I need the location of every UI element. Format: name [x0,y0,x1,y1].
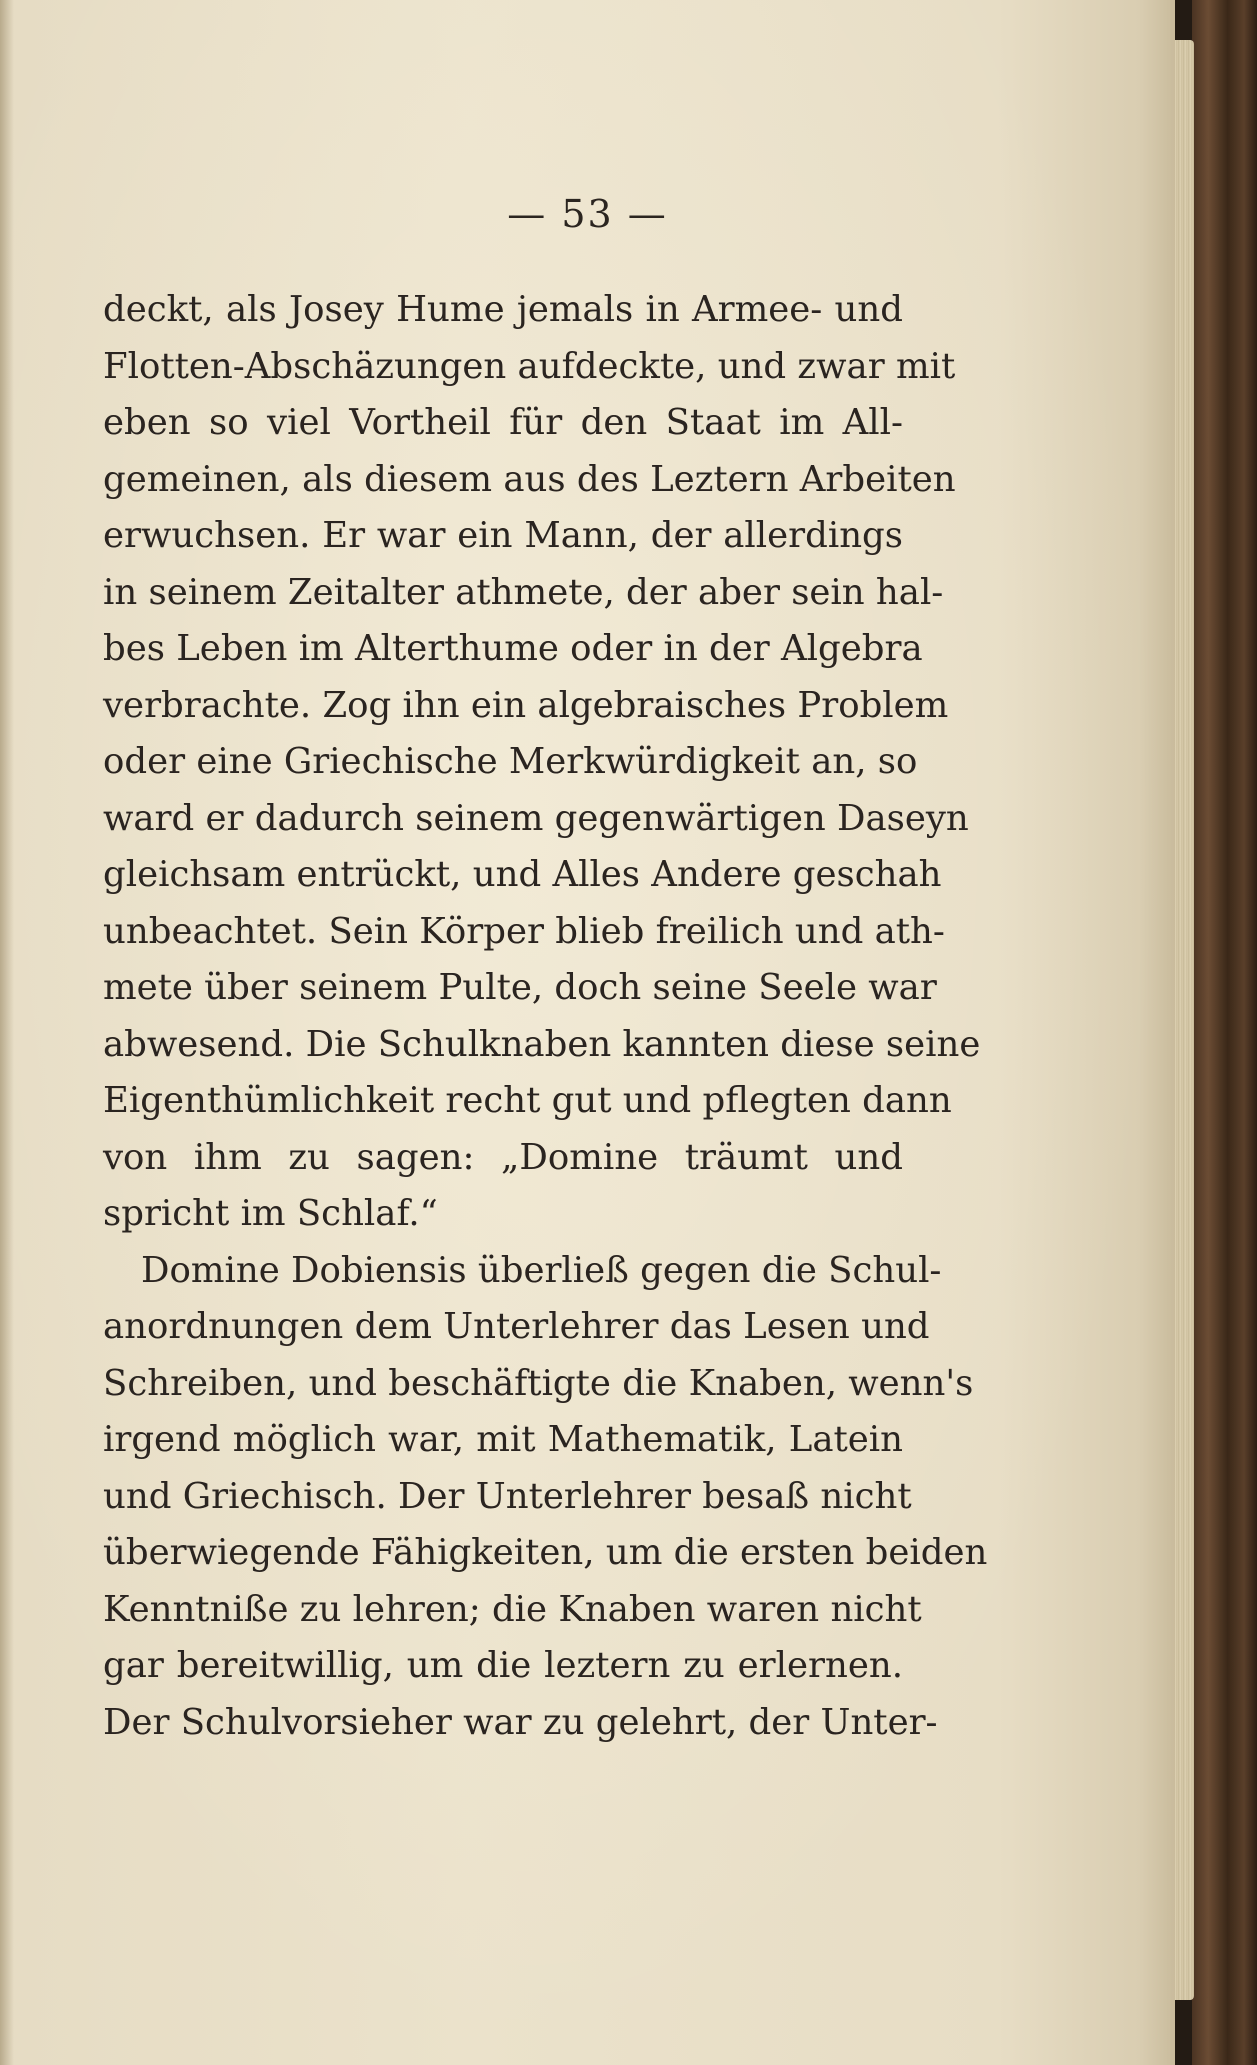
page-number: — 53 — [507,192,668,236]
text-line: erwuchsen. Er war ein Mann, der allerdings [103,515,903,556]
text-line: Flotten-Abschäzungen aufdeckte, und zwar mit [103,345,956,387]
text-line: gleichsam entrückt, und Alles Andere geschah [103,854,942,895]
text-line: anordnungen dem Unterlehrer das Lesen und [103,1306,930,1347]
text-line: deckt, als Josey Hume jemals in Armee- und [103,289,903,330]
text-line: abwesend. Die Schulknaben kannten diese seine [103,1023,981,1065]
text-line: eben so viel Vortheil für den Staat im All- [103,402,903,443]
text-line: irgend möglich war, mit Mathematik, Latein [103,1419,903,1460]
text-line: gar bereitwillig, um die leztern zu erlernen. [103,1645,903,1686]
text-line: Schreiben, und beschäftigte die Knaben, wenn's [103,1362,974,1404]
text-line: von ihm zu sagen: „Domine träumt und [103,1136,903,1178]
text-line: überwiegende Fähigkeiten, um die ersten beiden [103,1532,988,1573]
text-line: gemeinen, als diesem aus des Leztern Arbeiten [103,458,956,500]
text-line: verbrachte. Zog ihn ein algebraisches Problem [103,684,949,726]
text-line: und Griechisch. Der Unterlehrer besaß nicht [103,1475,912,1517]
text-line: mete über seinem Pulte, doch seine Seele war [103,967,937,1008]
text-line: in seinem Zeitalter athmete, der aber sein hal- [103,571,944,613]
text-line: oder eine Griechische Merkwürdigkeit an, so [103,741,918,782]
text-line: ward er dadurch seinem gegenwärtigen Daseyn [103,797,969,839]
text-line: Domine Dobiensis überließ gegen die Schul- [141,1249,942,1291]
book-spine [1192,0,1257,2065]
body-text [103,282,988,1751]
text-line: bes Leben im Alterthume oder in der Algebra [103,628,923,669]
text-line: Der Schulvorsieher war zu gelehrt, der Unter- [103,1701,938,1743]
text-line: Kenntniße zu lehren; die Knaben waren nicht [103,1588,922,1630]
text-line: spricht im Schlaf.“ [103,1193,438,1234]
text-line: Eigenthümlichkeit recht gut und pflegten dann [103,1080,952,1121]
text-line: unbeachtet. Sein Körper blieb freilich und ath- [103,910,945,952]
